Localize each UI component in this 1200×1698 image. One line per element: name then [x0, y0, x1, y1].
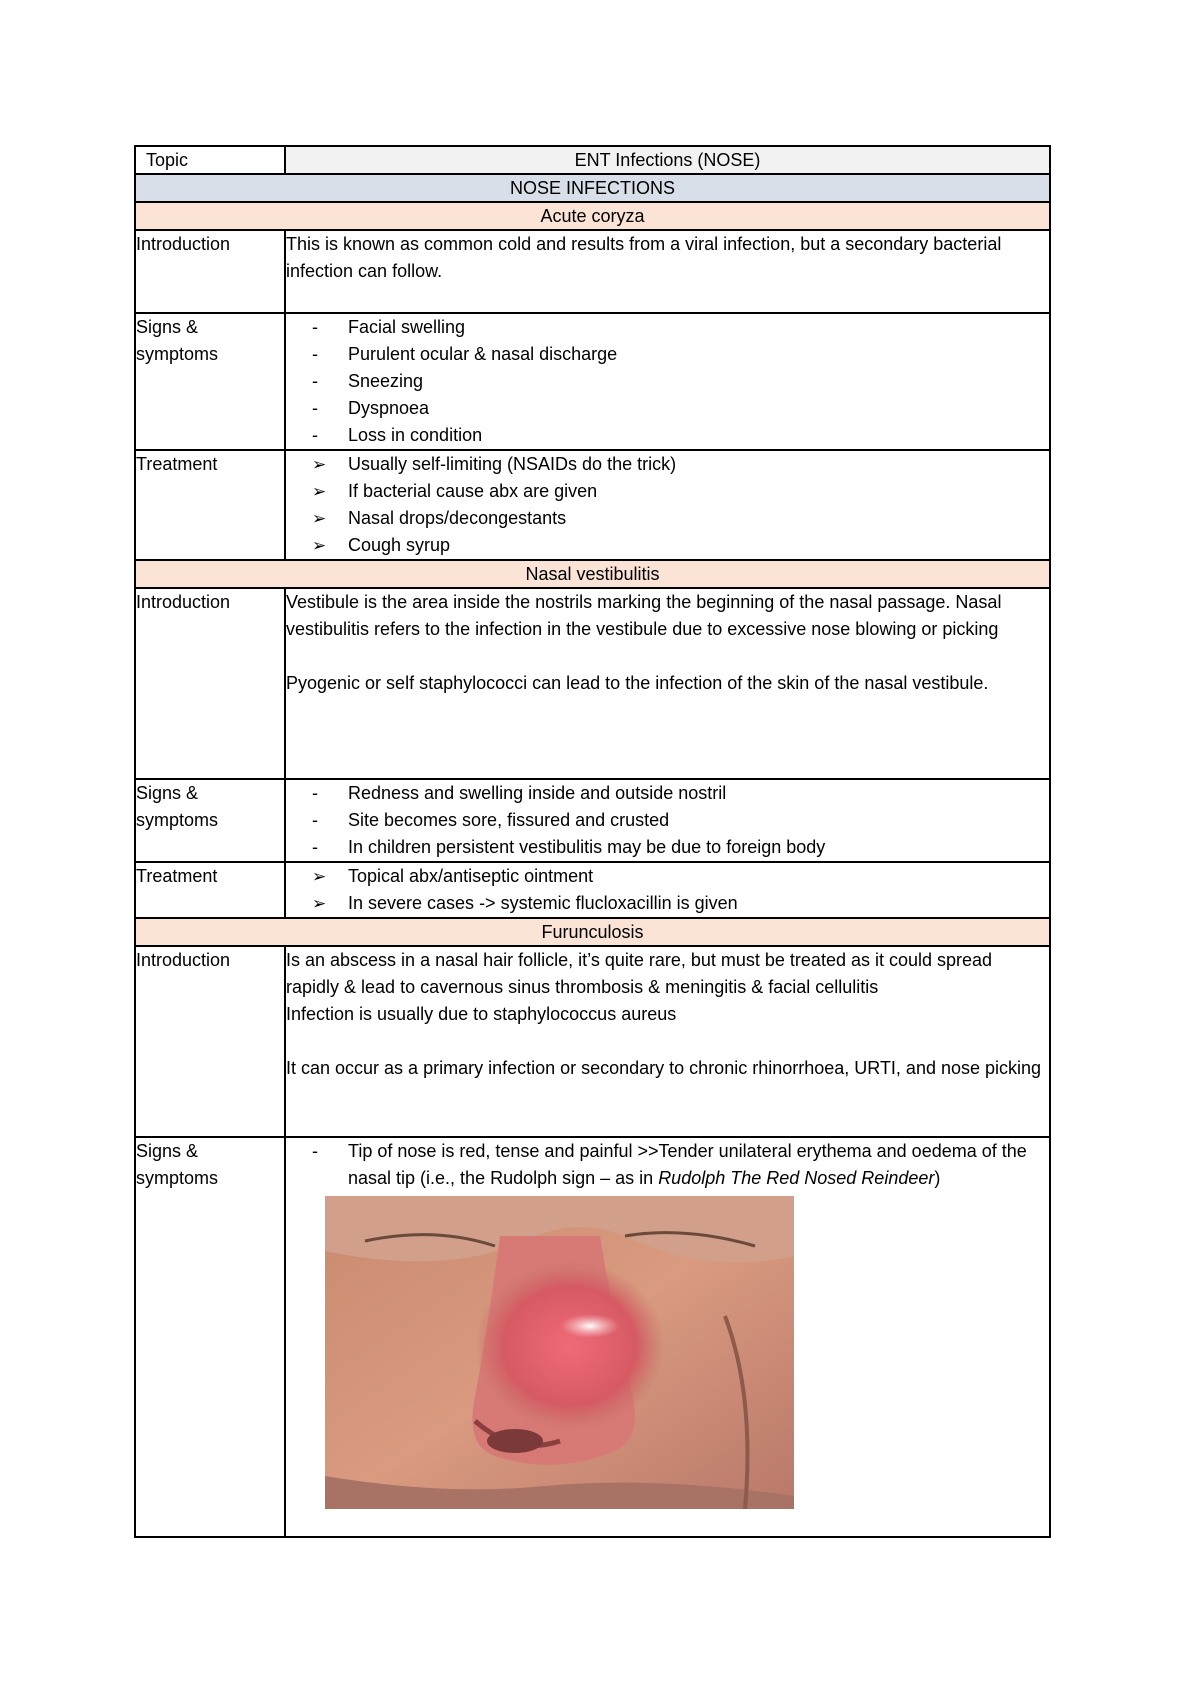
signs-list — [285, 313, 1050, 450]
list-item: ➢ Topical abx/antiseptic ointment — [348, 863, 1049, 890]
signs-list — [285, 779, 1050, 862]
topic-value: ENT Infections (NOSE) — [285, 146, 1050, 174]
treatment-list — [285, 450, 1050, 560]
row-label: Signs & symptoms — [135, 313, 285, 450]
list-item: ➢ In severe cases -> systemic flucloxacillin is given — [348, 890, 1049, 917]
list-item: - Loss in condition — [348, 422, 1049, 449]
row-label: Treatment — [135, 862, 285, 918]
list-item: - Sneezing — [348, 368, 1049, 395]
treatment-list — [285, 862, 1050, 918]
subsection-title: Acute coryza — [135, 202, 1050, 230]
row-label: Introduction — [135, 946, 285, 1137]
topic-label: Topic — [135, 146, 285, 174]
intro-text: Is an abscess in a nasal hair follicle, it’s quite rare, but must be treated as it could spread rapidly & lead to cavernous sinus thrombosis & meningitis & facial cellulitis Infection is usually due to staphylococcus aureus It can occur as a primary infection or secondary to chronic rhinorrhoea, URTI, and nose picking — [285, 946, 1050, 1137]
row-label: Introduction — [135, 230, 285, 313]
row-label: Signs & symptoms — [135, 779, 285, 862]
list-item: - Dyspnoea — [348, 395, 1049, 422]
subsection-title: Nasal vestibulitis — [135, 560, 1050, 588]
nose-photo — [325, 1196, 794, 1509]
list-item: ➢ Nasal drops/decongestants — [348, 505, 1049, 532]
signs-list — [285, 1137, 1050, 1537]
list-item: - Tip of nose is red, tense and painful >>Tender unilateral erythema and oedema of the nasal tip (i.e., the Rudolph sign – as in Rudolph The Red Nosed Reindeer) — [348, 1138, 1049, 1192]
row-label: Treatment — [135, 450, 285, 560]
list-item: - Purulent ocular & nasal discharge — [348, 341, 1049, 368]
subsection-title: Furunculosis — [135, 918, 1050, 946]
row-label: Signs & symptoms — [135, 1137, 285, 1537]
section-heading: NOSE INFECTIONS — [135, 174, 1050, 202]
list-item: ➢ Cough syrup — [348, 532, 1049, 559]
row-label: Introduction — [135, 588, 285, 779]
list-item: - In children persistent vestibulitis may be due to foreign body — [348, 834, 1049, 861]
intro-text: This is known as common cold and results from a viral infection, but a secondary bacterial infection can follow. — [285, 230, 1050, 313]
intro-text: Vestibule is the area inside the nostrils marking the beginning of the nasal passage. Nasal vestibulitis refers to the infection in the vestibule due to excessive nose blowing or picking Pyogenic or self staphylococci can lead to the infection of the skin of the nasal vestibule. — [285, 588, 1050, 779]
list-item: - Facial swelling — [348, 314, 1049, 341]
list-item: - Site becomes sore, fissured and crusted — [348, 807, 1049, 834]
document-table — [134, 145, 1051, 1538]
list-item: ➢ If bacterial cause abx are given — [348, 478, 1049, 505]
list-item: ➢ Usually self-limiting (NSAIDs do the trick) — [348, 451, 1049, 478]
list-item: - Redness and swelling inside and outside nostril — [348, 780, 1049, 807]
